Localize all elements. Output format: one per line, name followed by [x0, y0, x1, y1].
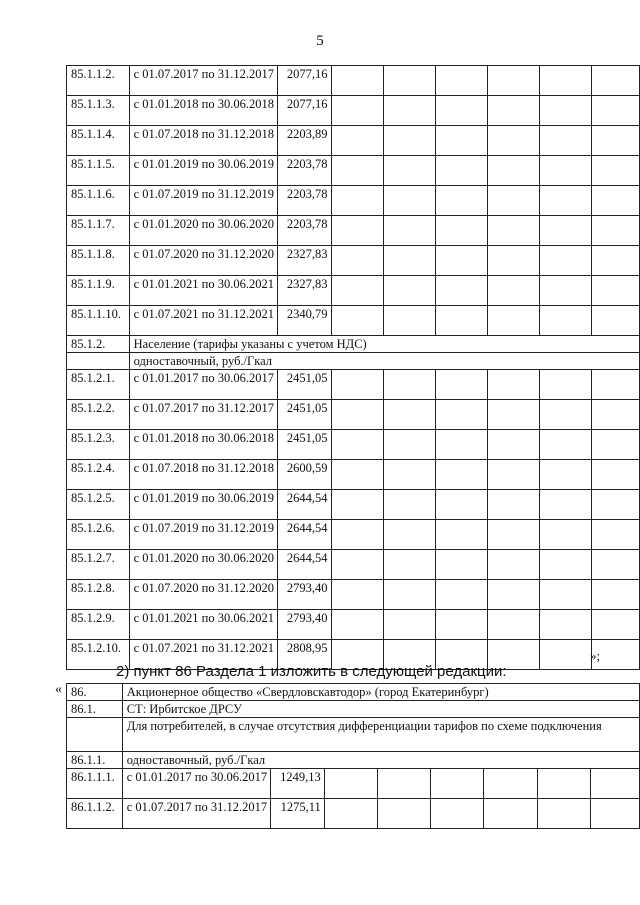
table-row: [67, 400, 640, 430]
empty-cell: [591, 156, 639, 186]
empty-cell: [539, 246, 591, 276]
tariff-value: 2644,54: [278, 490, 332, 520]
period-cell: с 01.01.2017 по 30.06.2017: [129, 370, 277, 400]
opening-quote-mark: «: [55, 682, 62, 697]
empty-cell: [383, 520, 435, 550]
tariff-value: 2793,40: [278, 610, 332, 640]
tariff-value: 2340,79: [278, 306, 332, 336]
period-cell: с 01.01.2020 по 30.06.2020: [129, 216, 277, 246]
row-number: 86.1.: [67, 701, 123, 718]
empty-cell: [487, 550, 539, 580]
table-row: [67, 701, 640, 718]
row-number: [67, 353, 130, 370]
period-cell: с 01.07.2017 по 31.12.2017: [122, 799, 270, 829]
table-row: [67, 718, 640, 752]
empty-cell: [487, 246, 539, 276]
empty-cell: [487, 460, 539, 490]
row-number: 85.1.1.3.: [67, 96, 130, 126]
period-cell: с 01.01.2021 по 30.06.2021: [129, 610, 277, 640]
empty-cell: [331, 306, 383, 336]
empty-cell: [539, 370, 591, 400]
row-number: 85.1.1.8.: [67, 246, 130, 276]
empty-cell: [383, 430, 435, 460]
tariff-value: 2203,78: [278, 186, 332, 216]
period-cell: с 01.07.2018 по 31.12.2018: [129, 460, 277, 490]
empty-cell: [383, 580, 435, 610]
row-number: 85.1.1.4.: [67, 126, 130, 156]
empty-cell: [383, 490, 435, 520]
row-number: 86.1.1.2.: [67, 799, 123, 829]
row-number: 85.1.2.: [67, 336, 130, 353]
tariff-value: 2808,95: [278, 640, 332, 670]
empty-cell: [435, 430, 487, 460]
table-row: [67, 126, 640, 156]
empty-cell: [484, 769, 537, 799]
empty-cell: [435, 186, 487, 216]
empty-cell: [435, 610, 487, 640]
empty-cell: [487, 66, 539, 96]
empty-cell: [431, 799, 484, 829]
empty-cell: [324, 769, 377, 799]
tariff-value: 2793,40: [278, 580, 332, 610]
table-row: [67, 370, 640, 400]
period-cell: с 01.07.2018 по 31.12.2018: [129, 126, 277, 156]
empty-cell: [484, 799, 537, 829]
empty-cell: [487, 520, 539, 550]
empty-cell: [377, 769, 430, 799]
tariff-table-85: [66, 65, 640, 670]
empty-cell: [435, 520, 487, 550]
empty-cell: [591, 550, 639, 580]
period-cell: с 01.07.2021 по 31.12.2021: [129, 640, 277, 670]
tariff-value: 2077,16: [278, 96, 332, 126]
empty-cell: [383, 96, 435, 126]
empty-cell: [539, 186, 591, 216]
table-row: [67, 186, 640, 216]
row-number: 86.1.1.: [67, 752, 123, 769]
empty-cell: [383, 550, 435, 580]
empty-cell: [591, 246, 639, 276]
empty-cell: [435, 66, 487, 96]
tariff-value: 2327,83: [278, 246, 332, 276]
empty-cell: [435, 246, 487, 276]
tariff-value: 2451,05: [278, 400, 332, 430]
table-row: [67, 216, 640, 246]
empty-cell: [487, 400, 539, 430]
amendment-instruction: 2) пункт 86 Раздела 1 изложить в следующей редакции:: [116, 663, 507, 680]
row-number: 85.1.2.9.: [67, 610, 130, 640]
row-number: 85.1.1.9.: [67, 276, 130, 306]
empty-cell: [435, 126, 487, 156]
empty-cell: [383, 306, 435, 336]
row-number: 86.: [67, 684, 123, 701]
empty-cell: [331, 400, 383, 430]
section-title: одноставочный, руб./Гкал: [122, 752, 639, 769]
tariff-value: 2327,83: [278, 276, 332, 306]
empty-cell: [539, 156, 591, 186]
period-cell: с 01.07.2017 по 31.12.2017: [129, 400, 277, 430]
empty-cell: [383, 610, 435, 640]
period-cell: с 01.01.2017 по 30.06.2017: [122, 769, 270, 799]
empty-cell: [435, 96, 487, 126]
empty-cell: [487, 216, 539, 246]
row-number: 85.1.2.8.: [67, 580, 130, 610]
empty-cell: [487, 156, 539, 186]
empty-cell: [331, 96, 383, 126]
empty-cell: [539, 580, 591, 610]
empty-cell: [383, 276, 435, 306]
empty-cell: [487, 306, 539, 336]
empty-cell: [435, 400, 487, 430]
row-number: 86.1.1.1.: [67, 769, 123, 799]
empty-cell: [591, 490, 639, 520]
row-number: 85.1.1.7.: [67, 216, 130, 246]
section-title: Акционерное общество «Свердловскавтодор» (город Екатеринбург): [122, 684, 639, 701]
empty-cell: [487, 186, 539, 216]
empty-cell: [435, 490, 487, 520]
table-row: [67, 353, 640, 370]
empty-cell: [539, 430, 591, 460]
empty-cell: [487, 96, 539, 126]
period-cell: с 01.07.2019 по 31.12.2019: [129, 186, 277, 216]
empty-cell: [331, 430, 383, 460]
tariff-value: 2451,05: [278, 370, 332, 400]
period-cell: с 01.01.2020 по 30.06.2020: [129, 550, 277, 580]
empty-cell: [487, 430, 539, 460]
empty-cell: [383, 156, 435, 186]
empty-cell: [591, 400, 639, 430]
empty-cell: [383, 370, 435, 400]
tariff-value: 2203,78: [278, 216, 332, 246]
row-number: 85.1.2.5.: [67, 490, 130, 520]
empty-cell: [539, 490, 591, 520]
empty-cell: [331, 610, 383, 640]
table-row: [67, 684, 640, 701]
table-row: [67, 799, 640, 829]
empty-cell: [331, 246, 383, 276]
section-title: СТ: Ирбитское ДРСУ: [122, 701, 639, 718]
empty-cell: [383, 216, 435, 246]
period-cell: с 01.01.2019 по 30.06.2019: [129, 490, 277, 520]
page-number: 5: [316, 33, 324, 49]
empty-cell: [383, 66, 435, 96]
empty-cell: [383, 126, 435, 156]
empty-cell: [539, 520, 591, 550]
table-row: [67, 610, 640, 640]
table-row: [67, 156, 640, 186]
empty-cell: [435, 370, 487, 400]
tariff-value: 1275,11: [271, 799, 325, 829]
row-number: 85.1.1.6.: [67, 186, 130, 216]
tariff-value: 2203,78: [278, 156, 332, 186]
period-cell: с 01.07.2020 по 31.12.2020: [129, 580, 277, 610]
period-cell: с 01.07.2020 по 31.12.2020: [129, 246, 277, 276]
empty-cell: [539, 216, 591, 246]
empty-cell: [539, 66, 591, 96]
table-row: [67, 276, 640, 306]
row-number: 85.1.1.10.: [67, 306, 130, 336]
empty-cell: [331, 216, 383, 246]
table-row: [67, 336, 640, 353]
table-row: [67, 580, 640, 610]
empty-cell: [539, 306, 591, 336]
row-number: [67, 718, 123, 752]
row-number: 85.1.2.3.: [67, 430, 130, 460]
row-number: 85.1.2.6.: [67, 520, 130, 550]
period-cell: с 01.01.2018 по 30.06.2018: [129, 96, 277, 126]
empty-cell: [383, 186, 435, 216]
empty-cell: [331, 126, 383, 156]
empty-cell: [591, 460, 639, 490]
empty-cell: [591, 430, 639, 460]
empty-cell: [487, 580, 539, 610]
empty-cell: [591, 580, 639, 610]
tariff-value: 1249,13: [271, 769, 325, 799]
table-row: [67, 460, 640, 490]
empty-cell: [487, 370, 539, 400]
empty-cell: [435, 550, 487, 580]
table-row: [67, 752, 640, 769]
empty-cell: [539, 550, 591, 580]
empty-cell: [539, 460, 591, 490]
empty-cell: [431, 769, 484, 799]
table-row: [67, 66, 640, 96]
row-number: 85.1.2.2.: [67, 400, 130, 430]
note-cell: Для потребителей, в случае отсутствия дифференциации тарифов по схеме подключения: [122, 718, 639, 752]
row-number: 85.1.2.7.: [67, 550, 130, 580]
empty-cell: [377, 799, 430, 829]
tariff-value: 2600,59: [278, 460, 332, 490]
empty-cell: [539, 126, 591, 156]
row-number: 85.1.2.10.: [67, 640, 130, 670]
empty-cell: [331, 580, 383, 610]
closing-quote-mark: »;: [590, 648, 601, 663]
empty-cell: [435, 580, 487, 610]
row-number: 85.1.2.4.: [67, 460, 130, 490]
empty-cell: [591, 96, 639, 126]
empty-cell: [591, 126, 639, 156]
empty-cell: [331, 370, 383, 400]
period-cell: с 01.07.2021 по 31.12.2021: [129, 306, 277, 336]
empty-cell: [331, 520, 383, 550]
row-number: 85.1.2.1.: [67, 370, 130, 400]
empty-cell: [590, 799, 639, 829]
empty-cell: [435, 460, 487, 490]
empty-cell: [383, 400, 435, 430]
empty-cell: [591, 610, 639, 640]
empty-cell: [591, 66, 639, 96]
empty-cell: [591, 276, 639, 306]
empty-cell: [383, 460, 435, 490]
table-row: [67, 490, 640, 520]
empty-cell: [383, 246, 435, 276]
empty-cell: [435, 276, 487, 306]
tariff-value: 2644,54: [278, 550, 332, 580]
table-row: [67, 550, 640, 580]
empty-cell: [331, 276, 383, 306]
empty-cell: [537, 799, 590, 829]
table-row: [67, 96, 640, 126]
empty-cell: [331, 186, 383, 216]
empty-cell: [435, 216, 487, 246]
empty-cell: [331, 156, 383, 186]
section-title: одноставочный, руб./Гкал: [129, 353, 639, 370]
period-cell: с 01.07.2017 по 31.12.2017: [129, 66, 277, 96]
empty-cell: [591, 216, 639, 246]
empty-cell: [331, 66, 383, 96]
empty-cell: [591, 520, 639, 550]
period-cell: с 01.01.2021 по 30.06.2021: [129, 276, 277, 306]
empty-cell: [537, 769, 590, 799]
empty-cell: [539, 276, 591, 306]
tariff-value: 2451,05: [278, 430, 332, 460]
empty-cell: [591, 186, 639, 216]
tariff-table-86: [66, 683, 640, 829]
empty-cell: [539, 640, 591, 670]
empty-cell: [539, 96, 591, 126]
empty-cell: [487, 276, 539, 306]
row-number: 85.1.1.5.: [67, 156, 130, 186]
tariff-value: 2203,89: [278, 126, 332, 156]
empty-cell: [539, 400, 591, 430]
empty-cell: [435, 306, 487, 336]
period-cell: с 01.01.2018 по 30.06.2018: [129, 430, 277, 460]
empty-cell: [331, 460, 383, 490]
tariff-value: 2077,16: [278, 66, 332, 96]
tariff-value: 2644,54: [278, 520, 332, 550]
table-row: [67, 306, 640, 336]
empty-cell: [331, 490, 383, 520]
empty-cell: [435, 156, 487, 186]
empty-cell: [590, 769, 639, 799]
empty-cell: [487, 490, 539, 520]
section-title: Население (тарифы указаны с учетом НДС): [129, 336, 639, 353]
table-row: [67, 430, 640, 460]
empty-cell: [591, 370, 639, 400]
empty-cell: [487, 126, 539, 156]
period-cell: с 01.01.2019 по 30.06.2019: [129, 156, 277, 186]
empty-cell: [487, 610, 539, 640]
row-number: 85.1.1.2.: [67, 66, 130, 96]
empty-cell: [331, 550, 383, 580]
empty-cell: [324, 799, 377, 829]
period-cell: с 01.07.2019 по 31.12.2019: [129, 520, 277, 550]
table-row: [67, 246, 640, 276]
empty-cell: [539, 610, 591, 640]
table-row: [67, 769, 640, 799]
table-row: [67, 520, 640, 550]
empty-cell: [591, 306, 639, 336]
